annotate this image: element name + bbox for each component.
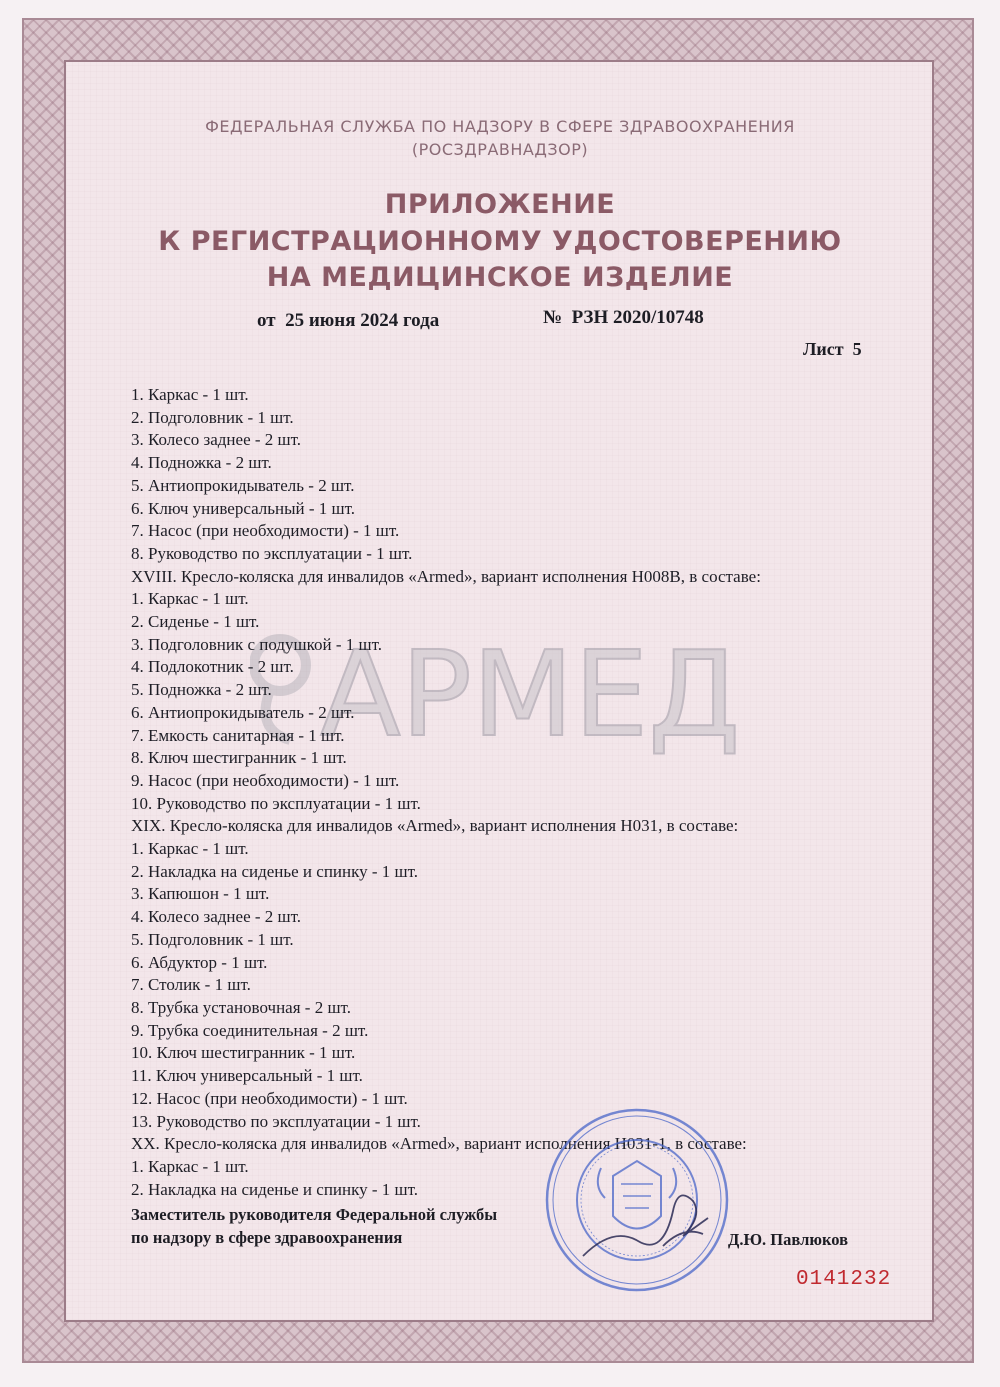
signatory-position-line1: Заместитель руководителя Федеральной службы (131, 1205, 498, 1224)
list-line: 4. Подножка - 2 шт. (131, 453, 272, 473)
list-line: 9. Трубка соединительная - 2 шт. (131, 1020, 369, 1040)
serial-number: 0141232 (796, 1268, 892, 1291)
list-line: 3. Капюшон - 1 шт. (131, 884, 270, 904)
list-line: 2. Накладка на сиденье и спинку - 1 шт. (131, 1179, 419, 1199)
list-line: 7. Емкость санитарная - 1 шт. (131, 725, 345, 745)
list-line: 6. Антиопрокидыватель - 2 шт. (131, 702, 355, 722)
list-line: 11. Ключ универсальный - 1 шт. (131, 1066, 363, 1086)
document-title-line2: К РЕГИСТРАЦИОННОМУ УДОСТОВЕРЕНИЮ (158, 226, 842, 257)
agency-abbreviation: (РОСЗДРАВНАДЗОР) (411, 140, 589, 159)
list-line: 7. Столик - 1 шт. (131, 975, 251, 995)
list-line: 5. Подножка - 2 шт. (131, 680, 272, 700)
list-line: 1. Каркас - 1 шт. (131, 1156, 249, 1176)
list-line: 10. Руководство по эксплуатации - 1 шт. (131, 793, 421, 813)
list-line: 5. Подголовник - 1 шт. (131, 929, 294, 949)
document-title-line1: ПРИЛОЖЕНИЕ (384, 189, 616, 220)
list-line: 4. Подлокотник - 2 шт. (131, 657, 294, 677)
signatory-name: Д.Ю. Павлюков (728, 1230, 848, 1249)
list-line: 1. Каркас - 1 шт. (131, 385, 249, 404)
issue-date: от 25 июня 2024 года (257, 310, 440, 331)
list-line: 3. Подголовник с подушкой - 1 шт. (131, 634, 383, 654)
list-line: 9. Насос (при необходимости) - 1 шт. (131, 770, 400, 790)
signature-scribble-icon (583, 1195, 708, 1256)
registration-number: № РЗН 2020/10748 (543, 307, 704, 328)
watermark-text: АРМЕД (320, 625, 741, 760)
document-title-line3: НА МЕДИЦИНСКОЕ ИЗДЕЛИЕ (266, 262, 734, 293)
composition-list (131, 384, 761, 1201)
list-line: 1. Каркас - 1 шт. (131, 589, 249, 609)
list-line: XIX. Кресло-коляска для инвалидов «Armed», вариант исполнения Н031, в составе: (131, 816, 739, 836)
list-line: 8. Руководство по эксплуатации - 1 шт. (131, 543, 413, 563)
list-line: 2. Подголовник - 1 шт. (131, 407, 294, 427)
list-line: 8. Трубка установочная - 2 шт. (131, 997, 351, 1017)
list-line: 13. Руководство по эксплуатации - 1 шт. (131, 1111, 421, 1131)
signatory-position-line2: по надзору в сфере здравоохранения (131, 1228, 403, 1247)
list-line: 5. Антиопрокидыватель - 2 шт. (131, 475, 355, 495)
list-line: 3. Колесо заднее - 2 шт. (131, 430, 302, 450)
list-line: 8. Ключ шестигранник - 1 шт. (131, 748, 347, 768)
list-line: XVIII. Кресло-коляска для инвалидов «Armed», вариант исполнения Н008В, в составе: (131, 566, 761, 586)
list-line: 7. Насос (при необходимости) - 1 шт. (131, 521, 400, 541)
sheet-number: Лист 5 (803, 339, 862, 359)
list-line: 6. Ключ универсальный - 1 шт. (131, 498, 356, 518)
agency-name: ФЕДЕРАЛЬНАЯ СЛУЖБА ПО НАДЗОРУ В СФЕРЕ ЗДРАВООХРАНЕНИЯ (205, 117, 795, 136)
list-line: XX. Кресло-коляска для инвалидов «Armed», вариант исполнения Н031-1, в составе: (131, 1134, 747, 1154)
list-line: 4. Колесо заднее - 2 шт. (131, 907, 302, 927)
list-line: 2. Накладка на сиденье и спинку - 1 шт. (131, 861, 419, 881)
list-line: 1. Каркас - 1 шт. (131, 839, 249, 859)
list-line: 2. Сиденье - 1 шт. (131, 612, 260, 632)
list-line: 10. Ключ шестигранник - 1 шт. (131, 1043, 356, 1063)
list-line: 6. Абдуктор - 1 шт. (131, 952, 268, 972)
official-seal-stamp (543, 1106, 731, 1294)
list-line: 12. Насос (при необходимости) - 1 шт. (131, 1088, 408, 1108)
